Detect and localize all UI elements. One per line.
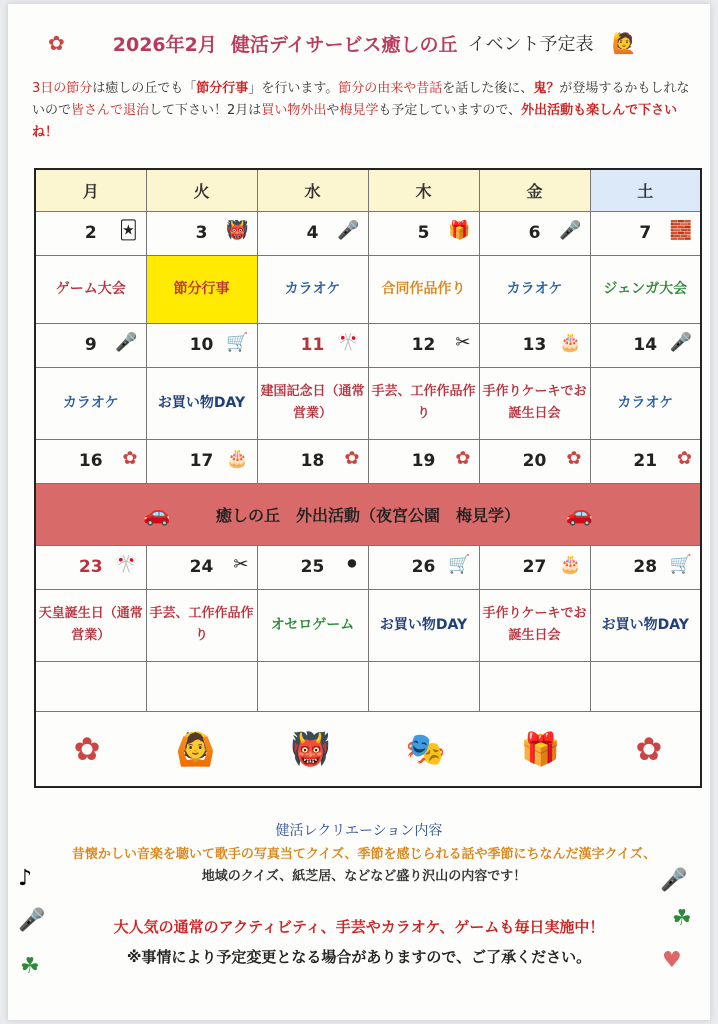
illustration-row — [35, 711, 701, 787]
date-number: 5 — [417, 223, 430, 243]
date-cell-holiday — [257, 323, 368, 367]
date-number: 19 — [411, 451, 436, 471]
title-year-month: 2026年2月 — [112, 33, 217, 56]
card-icon: 🃏 — [119, 219, 138, 241]
flyer-paper — [8, 4, 710, 1020]
empty-cell — [368, 661, 479, 711]
date-cell — [479, 211, 590, 255]
date-cell — [35, 211, 146, 255]
intro-span: 」を行います。 — [248, 81, 339, 96]
plum-icon: ✿ — [566, 447, 582, 469]
plum-icon: ✿ — [122, 447, 138, 469]
week2-event-row — [35, 367, 701, 439]
activity-notice: 大人気の通常のアクティビティ、手芸やカラオケ、ゲームも毎日実施中！ — [113, 918, 605, 936]
date-number: 10 — [189, 335, 214, 355]
empty-cell — [479, 661, 590, 711]
outing-banner-text: 癒しの丘 外出活動（夜宮公園 梅見学） — [215, 505, 520, 525]
person-icon: 🙋 — [611, 31, 637, 55]
intro-text — [32, 78, 702, 144]
intro-span: や — [326, 103, 340, 118]
plum-icon: ✿ — [455, 447, 471, 469]
date-cell — [479, 545, 590, 589]
date-cell — [257, 545, 368, 589]
date-number: 2 — [84, 223, 97, 243]
day-mon: 月 — [35, 169, 146, 211]
date-number: 11 — [300, 335, 325, 355]
gift-icon: 🎁 — [520, 729, 561, 768]
date-number: 6 — [528, 223, 541, 243]
plum-icon: ✿ — [48, 31, 65, 55]
event-calendar — [34, 168, 702, 788]
car-icon: 🚗 — [143, 501, 171, 527]
plum-icon: ✿ — [344, 447, 360, 469]
empty-row — [35, 661, 701, 711]
date-number: 20 — [522, 451, 547, 471]
music-note-icon: ♪ — [18, 866, 33, 891]
date-number: 18 — [300, 451, 325, 471]
event-cell: お買い物DAY — [368, 589, 479, 661]
cart-icon: 🛒 — [448, 553, 471, 575]
event-cell: カラオケ — [35, 367, 146, 439]
date-cell — [35, 439, 146, 483]
event-cell-highlight: 節分行事 — [146, 255, 257, 323]
date-number: 23 — [78, 557, 103, 577]
date-cell — [479, 439, 590, 483]
event-cell: カラオケ — [590, 367, 701, 439]
week1-date-row — [35, 211, 701, 255]
date-cell — [368, 545, 479, 589]
heart-icon: ♥ — [662, 948, 682, 973]
date-number: 24 — [189, 557, 214, 577]
oni-icon: 👹 — [226, 219, 249, 241]
empty-cell — [257, 661, 368, 711]
mic-icon: 🎤 — [18, 908, 46, 933]
event-cell: 手芸、工作作品作り — [146, 589, 257, 661]
date-cell — [257, 439, 368, 483]
date-number: 4 — [306, 223, 319, 243]
intro-span: が登場するかもしれないので — [32, 81, 690, 118]
intro-span: 梅見学 — [339, 103, 379, 118]
gift-icon: 🎁 — [448, 219, 471, 241]
title-subtitle: イベント予定表 — [467, 34, 594, 55]
intro-span: 外出活動も楽しんで下さいね！ — [32, 103, 678, 140]
event-cell: 建国記念日（通常営業） — [257, 367, 368, 439]
intro-span: 節分の由来や昔話 — [338, 81, 443, 96]
week4-event-row — [35, 589, 701, 661]
week2-date-row — [35, 323, 701, 367]
title-facility: 健活デイサービス癒しの丘 — [230, 33, 458, 56]
intro-span: 3日の節分 — [32, 81, 93, 96]
empty-cell — [146, 661, 257, 711]
date-number: 7 — [639, 223, 652, 243]
week4-date-row — [35, 545, 701, 589]
date-cell — [146, 439, 257, 483]
change-notice: ※事情により予定変更となる場合がありますので、ご了承ください。 — [126, 948, 592, 966]
event-cell: オセロゲーム — [257, 589, 368, 661]
cake-icon: 🎂 — [226, 447, 249, 469]
event-cell: 手芸、工作作品作り — [368, 367, 479, 439]
date-number: 26 — [411, 557, 436, 577]
clover-icon: ☘ — [672, 906, 692, 931]
recreation-line: 地域のクイズ、紙芝居、などなど盛り沢山の内容です！ — [201, 869, 527, 884]
event-cell: お買い物DAY — [146, 367, 257, 439]
clover-icon: ☘ — [20, 954, 40, 979]
event-cell: 手作りケーキでお誕生日会 — [479, 589, 590, 661]
othello-icon: ⚫ — [344, 553, 360, 575]
plum-icon: ✿ — [676, 447, 692, 469]
date-number: 9 — [84, 335, 97, 355]
recreation-line: 昔懐かしい音楽を聴いて歌手の写真当てクイズ、 — [71, 847, 358, 862]
intro-span: して下さい！2月は — [149, 103, 262, 118]
mic-icon: 🎤 — [337, 219, 360, 241]
mic-icon: 🎤 — [115, 331, 138, 353]
recreation-line: 季節を感じられる話や季節にちなんだ漢字クイズ、 — [357, 847, 657, 862]
cake-icon: 🎂 — [559, 553, 582, 575]
recreation-title: 健活レクリエーション内容 — [275, 823, 443, 839]
empty-cell — [590, 661, 701, 711]
date-number: 3 — [195, 223, 208, 243]
date-cell — [368, 211, 479, 255]
date-cell — [146, 545, 257, 589]
event-cell: 合同作品作り — [368, 255, 479, 323]
event-cell: カラオケ — [479, 255, 590, 323]
date-cell — [35, 323, 146, 367]
empty-cell — [35, 661, 146, 711]
intro-span: 買い物外出 — [261, 103, 327, 118]
date-cell — [479, 323, 590, 367]
oni-icon: 👹 — [290, 729, 331, 768]
event-cell: 手作りケーキでお誕生日会 — [479, 367, 590, 439]
mic-icon: 🎤 — [660, 868, 688, 893]
plum-branch-icon: ✿ — [635, 729, 663, 768]
date-number: 12 — [411, 335, 436, 355]
craft-icon: ✂ — [233, 553, 249, 575]
weekday-header-row — [35, 169, 701, 211]
intro-span: は癒しの丘でも「 — [92, 81, 197, 96]
date-number: 21 — [633, 451, 658, 471]
day-wed: 水 — [257, 169, 368, 211]
date-number: 27 — [522, 557, 547, 577]
date-cell — [368, 439, 479, 483]
intro-span: を話した後に、 — [442, 81, 534, 96]
event-cell: カラオケ — [257, 255, 368, 323]
cake-icon: 🎂 — [559, 331, 582, 353]
header — [48, 24, 688, 62]
bean-throwing-icon: 🙆 — [175, 729, 216, 768]
intro-span: 節分行事 — [196, 81, 249, 96]
event-cell: ゲーム大会 — [35, 255, 146, 323]
mic-icon: 🎤 — [559, 219, 582, 241]
illustration-strip — [36, 730, 700, 768]
date-cell — [146, 323, 257, 367]
cart-icon: 🛒 — [226, 331, 249, 353]
date-cell — [590, 323, 701, 367]
date-cell — [590, 439, 701, 483]
cart-icon: 🛒 — [669, 553, 692, 575]
date-number: 13 — [522, 335, 547, 355]
day-fri: 金 — [479, 169, 590, 211]
outing-banner — [35, 483, 701, 545]
car-icon: 🚗 — [565, 501, 593, 527]
week3-date-row — [35, 439, 701, 483]
okame-icon: 🎭 — [405, 729, 446, 768]
date-number: 16 — [78, 451, 103, 471]
day-sat: 土 — [590, 169, 701, 211]
intro-span: 鬼？ — [533, 81, 560, 96]
jenga-icon: 🧱 — [669, 219, 692, 241]
flag-icon: 🎌 — [337, 331, 360, 353]
date-number: 14 — [633, 335, 658, 355]
intro-span: 皆さんで退治 — [71, 103, 150, 118]
emperor-icon: 🎌 — [115, 553, 138, 575]
event-cell: 天皇誕生日（通常営業） — [35, 589, 146, 661]
date-cell — [368, 323, 479, 367]
intro-span: も予定していますので、 — [378, 103, 522, 118]
plum-branch-icon: ✿ — [73, 729, 101, 768]
date-number: 28 — [633, 557, 658, 577]
date-cell — [257, 211, 368, 255]
week3-banner-row — [35, 483, 701, 545]
date-cell — [590, 211, 701, 255]
craft-icon: ✂ — [455, 331, 471, 353]
recreation-body — [44, 844, 684, 888]
event-cell: お買い物DAY — [590, 589, 701, 661]
date-number: 17 — [189, 451, 214, 471]
date-cell — [590, 545, 701, 589]
week1-event-row — [35, 255, 701, 323]
mic-icon: 🎤 — [669, 331, 692, 353]
date-number: 25 — [300, 557, 325, 577]
illustration-cell — [35, 711, 701, 787]
date-cell — [146, 211, 257, 255]
day-thu: 木 — [368, 169, 479, 211]
day-tue: 火 — [146, 169, 257, 211]
event-cell: ジェンガ大会 — [590, 255, 701, 323]
date-cell-holiday — [35, 545, 146, 589]
